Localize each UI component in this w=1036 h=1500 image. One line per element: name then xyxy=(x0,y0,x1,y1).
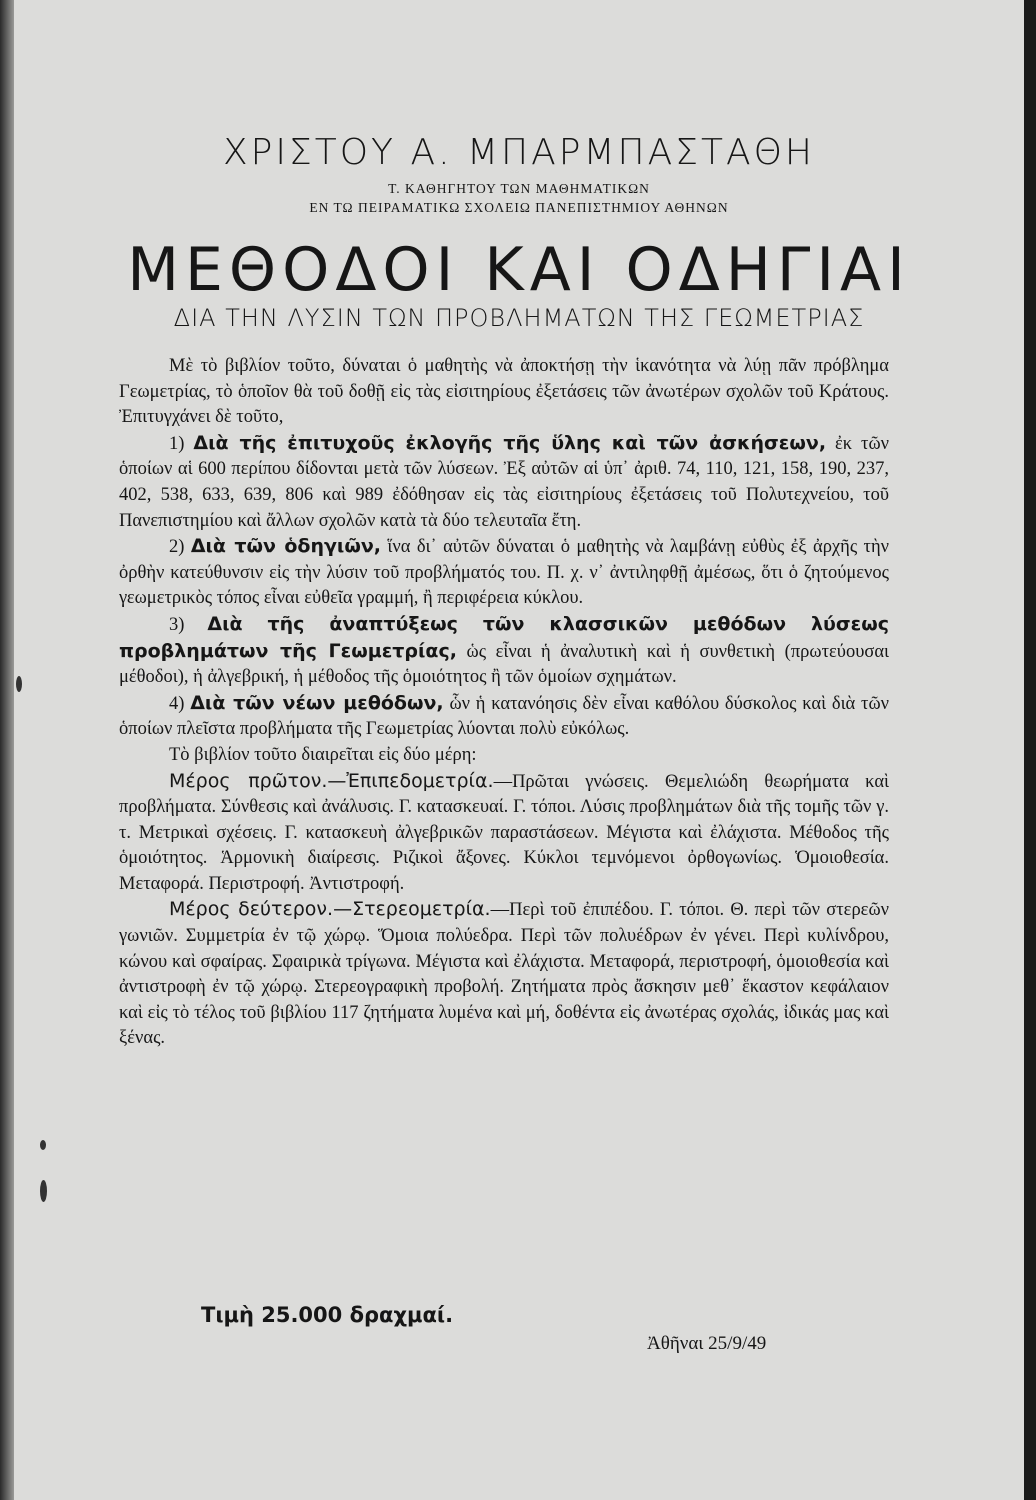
method-text-1: ἐκ τῶν ὁποίων αἱ 600 περίπου δίδονται μετὰ τῶν λύσεων. Ἐξ αὐτῶν αἱ ὑπ᾽ ἀριθ. 74, 110, 121, 158, 190, 237, 402, 538, 633, 639, 806 καὶ 989 ἐδόθησαν εἰς τὰς εἰσιτηρίους ἐξετάσεις τοῦ Πολυτεχνείου, τοῦ Πανεπιστημίου καὶ ἄλλων σχολῶν κατὰ τὰ δύο τελευταῖα ἔτη. xyxy=(119,433,889,531)
division-paragraph: Τὸ βιβλίον τοῦτο διαιρεῖται εἰς δύο μέρη: xyxy=(169,744,477,765)
method-heading-1: Διὰ τῆς ἐπιτυχοῦς ἐκλογῆς τῆς ὕλης καὶ τῶν ἀσκήσεων, xyxy=(193,431,827,454)
method-text-2: ἵνα δι᾽ αὐτῶν δύναται ὁ μαθητὴς νὰ λαμβάνῃ εὐθὺς ἐξ ἀρχῆς τὴν ὀρθὴν κατεύθυνσιν εἰς τὴν λύσιν τοῦ προβλήματός του. Π. χ. ν᾽ ἀντιληφθῇ ἀμέσως, ὅτι ὁ ζητούμενος γεωμετρικὸς τόπος εἶναι εὐθεῖα γραμμή, ἢ περιφέρεια κύκλου. xyxy=(119,537,890,609)
method-number-4: 4) xyxy=(169,693,185,714)
book-title: ΜΕΘΟΔΟΙ ΚΑΙ ΟΔΗΓΙΑΙ xyxy=(127,235,911,305)
author-name: ΧΡΙΣΤΟΥ Α. ΜΠΑΡΜΠΑΣΤΑΘΗ xyxy=(222,132,815,173)
method-number-1: 1) xyxy=(169,433,185,454)
description-body xyxy=(119,354,889,1052)
method-text-4: ὧν ἡ κατανόησις δὲν εἶναι καθόλου δύσκολος καὶ διὰ τῶν ὁποίων πλεῖστα προβλήματα τῆς Γεωμετρίας λύονται πολὺ εὐκόλως. xyxy=(119,693,890,740)
method-text-3: ὡς εἶναι ἡ ἀναλυτικὴ καὶ ἡ συνθετικὴ (πρωτεύουσαι μέθοδοι), ἡ ἀλγεβρική, ἡ μέθοδος τῆς ὁμοιότητος ἢ τῶν ὁμοίων σχημάτων. xyxy=(119,641,889,688)
method-heading-3: Διὰ τῆς ἀναπτύξεως τῶν κλασσικῶν μεθόδων λύσεως προβλημάτων τῆς Γεωμετρίας, xyxy=(119,612,889,662)
method-number-2: 2) xyxy=(169,537,185,558)
book-subtitle: ΔΙΑ ΤΗΝ ΛΥΣΙΝ ΤΩΝ ΠΡΟΒΛΗΜΑΤΩΝ ΤΗΣ ΓΕΩΜΕΤΡΙΑΣ xyxy=(173,304,865,332)
part-one-heading: Μέρος πρῶτον.—Ἐπιπεδομετρία. xyxy=(169,769,494,792)
binding-mark xyxy=(16,676,22,692)
method-number-3: 3) xyxy=(169,614,185,635)
part-two-heading: Μέρος δεύτερον.—Στερεομετρία. xyxy=(169,898,491,921)
method-paragraph-2 xyxy=(119,534,889,612)
date-line: Ἀθῆναι 25/9/49 xyxy=(647,1333,767,1354)
method-paragraph-3 xyxy=(119,612,889,691)
author-role-line-2: ΕΝ ΤΩ ΠΕΙΡΑΜΑΤΙΚΩ ΣΧΟΛΕΙΩ ΠΑΝΕΠΙΣΤΗΜΙΟΥ ΑΘΗΝΩΝ xyxy=(309,200,729,215)
ink-speck xyxy=(40,1180,47,1202)
part-one-paragraph xyxy=(119,769,889,898)
price-line: Τιμὴ 25.000 δραχμαί. xyxy=(201,1303,454,1327)
part-one-text: —Πρῶται γνώσεις. Θεμελιώδη θεωρήματα καὶ προβλήματα. Σύνθεσις καὶ ἀνάλυσις. Γ. κατασκευαί. Γ. τόποι. Λύσις προβλημάτων διὰ τῆς τομῆς τῶν γ. τ. Μετρικαὶ σχέσεις. Γ. κατασκευὴ ἀλγεβρικῶν παραστάσεων. Μέγιστα καὶ ἐλάχιστα. Μέθοδος τῆς ὁμοιότητος. Ἁρμονικὴ διαίρεσις. Ριζικοὶ ἄξονες. Κύκλοι τεμνόμενοι ὀρθογωνίως. Ὁμοιοθεσία. Μεταφορά. Περιστροφή. Ἀντιστροφή. xyxy=(119,771,889,894)
method-heading-2: Διὰ τῶν ὁδηγιῶν, xyxy=(190,535,381,558)
page-edge-shadow xyxy=(0,0,14,1500)
intro-paragraph: Μὲ τὸ βιβλίον τοῦτο, δύναται ὁ μαθητὴς νὰ ἀποκτήσῃ τὴν ἱκανότητα νὰ λύῃ πᾶν πρόβλημα Γεωμετρίας, τὸ ὁποῖον θὰ τοῦ δοθῇ εἰς τὰς εἰσιτηρίους ἐξετάσεις τῶν ἀνωτέρων σχολῶν τοῦ Κράτους. Ἐπιτυγχάνει δὲ τοῦτο, xyxy=(119,356,889,428)
method-paragraph-4 xyxy=(119,691,889,743)
ink-speck xyxy=(40,1140,46,1150)
part-two-paragraph xyxy=(119,897,889,1052)
method-heading-4: Διὰ τῶν νέων μεθόδων, xyxy=(190,691,444,714)
document-page xyxy=(14,0,1024,1500)
method-paragraph-1 xyxy=(119,431,889,534)
author-role-line-1: Τ. ΚΑΘΗΓΗΤΟΥ ΤΩΝ ΜΑΘΗΜΑΤΙΚΩΝ xyxy=(388,181,650,196)
part-two-text: —Περὶ τοῦ ἐπιπέδου. Γ. τόποι. Θ. περὶ τῶν στερεῶν γωνιῶν. Συμμετρία ἐν τῷ χώρῳ. Ὅμοια πολύεδρα. Περὶ τῶν πολυέδρων ἐν γένει. Περὶ κυλίνδρου, κώνου καὶ σφαίρας. Σφαιρικὰ τρίγωνα. Μέγιστα καὶ ἐλάχιστα. Μεταφορά, περιστροφή, ὁμοιοθεσία καὶ ἀντιστροφὴ ἐν τῷ χώρῳ. Στερεογραφικὴ προβολή. Ζητήματα πρὸς ἄσκησιν μεθ᾽ ἕκαστον κεφάλαιον καὶ εἰς τὸ τέλος τοῦ βιβλίου 117 ζητήματα λυμένα καὶ μή, δοθέντα εἰς ἀνωτέρας σχολάς, ἰδικάς μας καὶ ξένας. xyxy=(119,900,889,1049)
